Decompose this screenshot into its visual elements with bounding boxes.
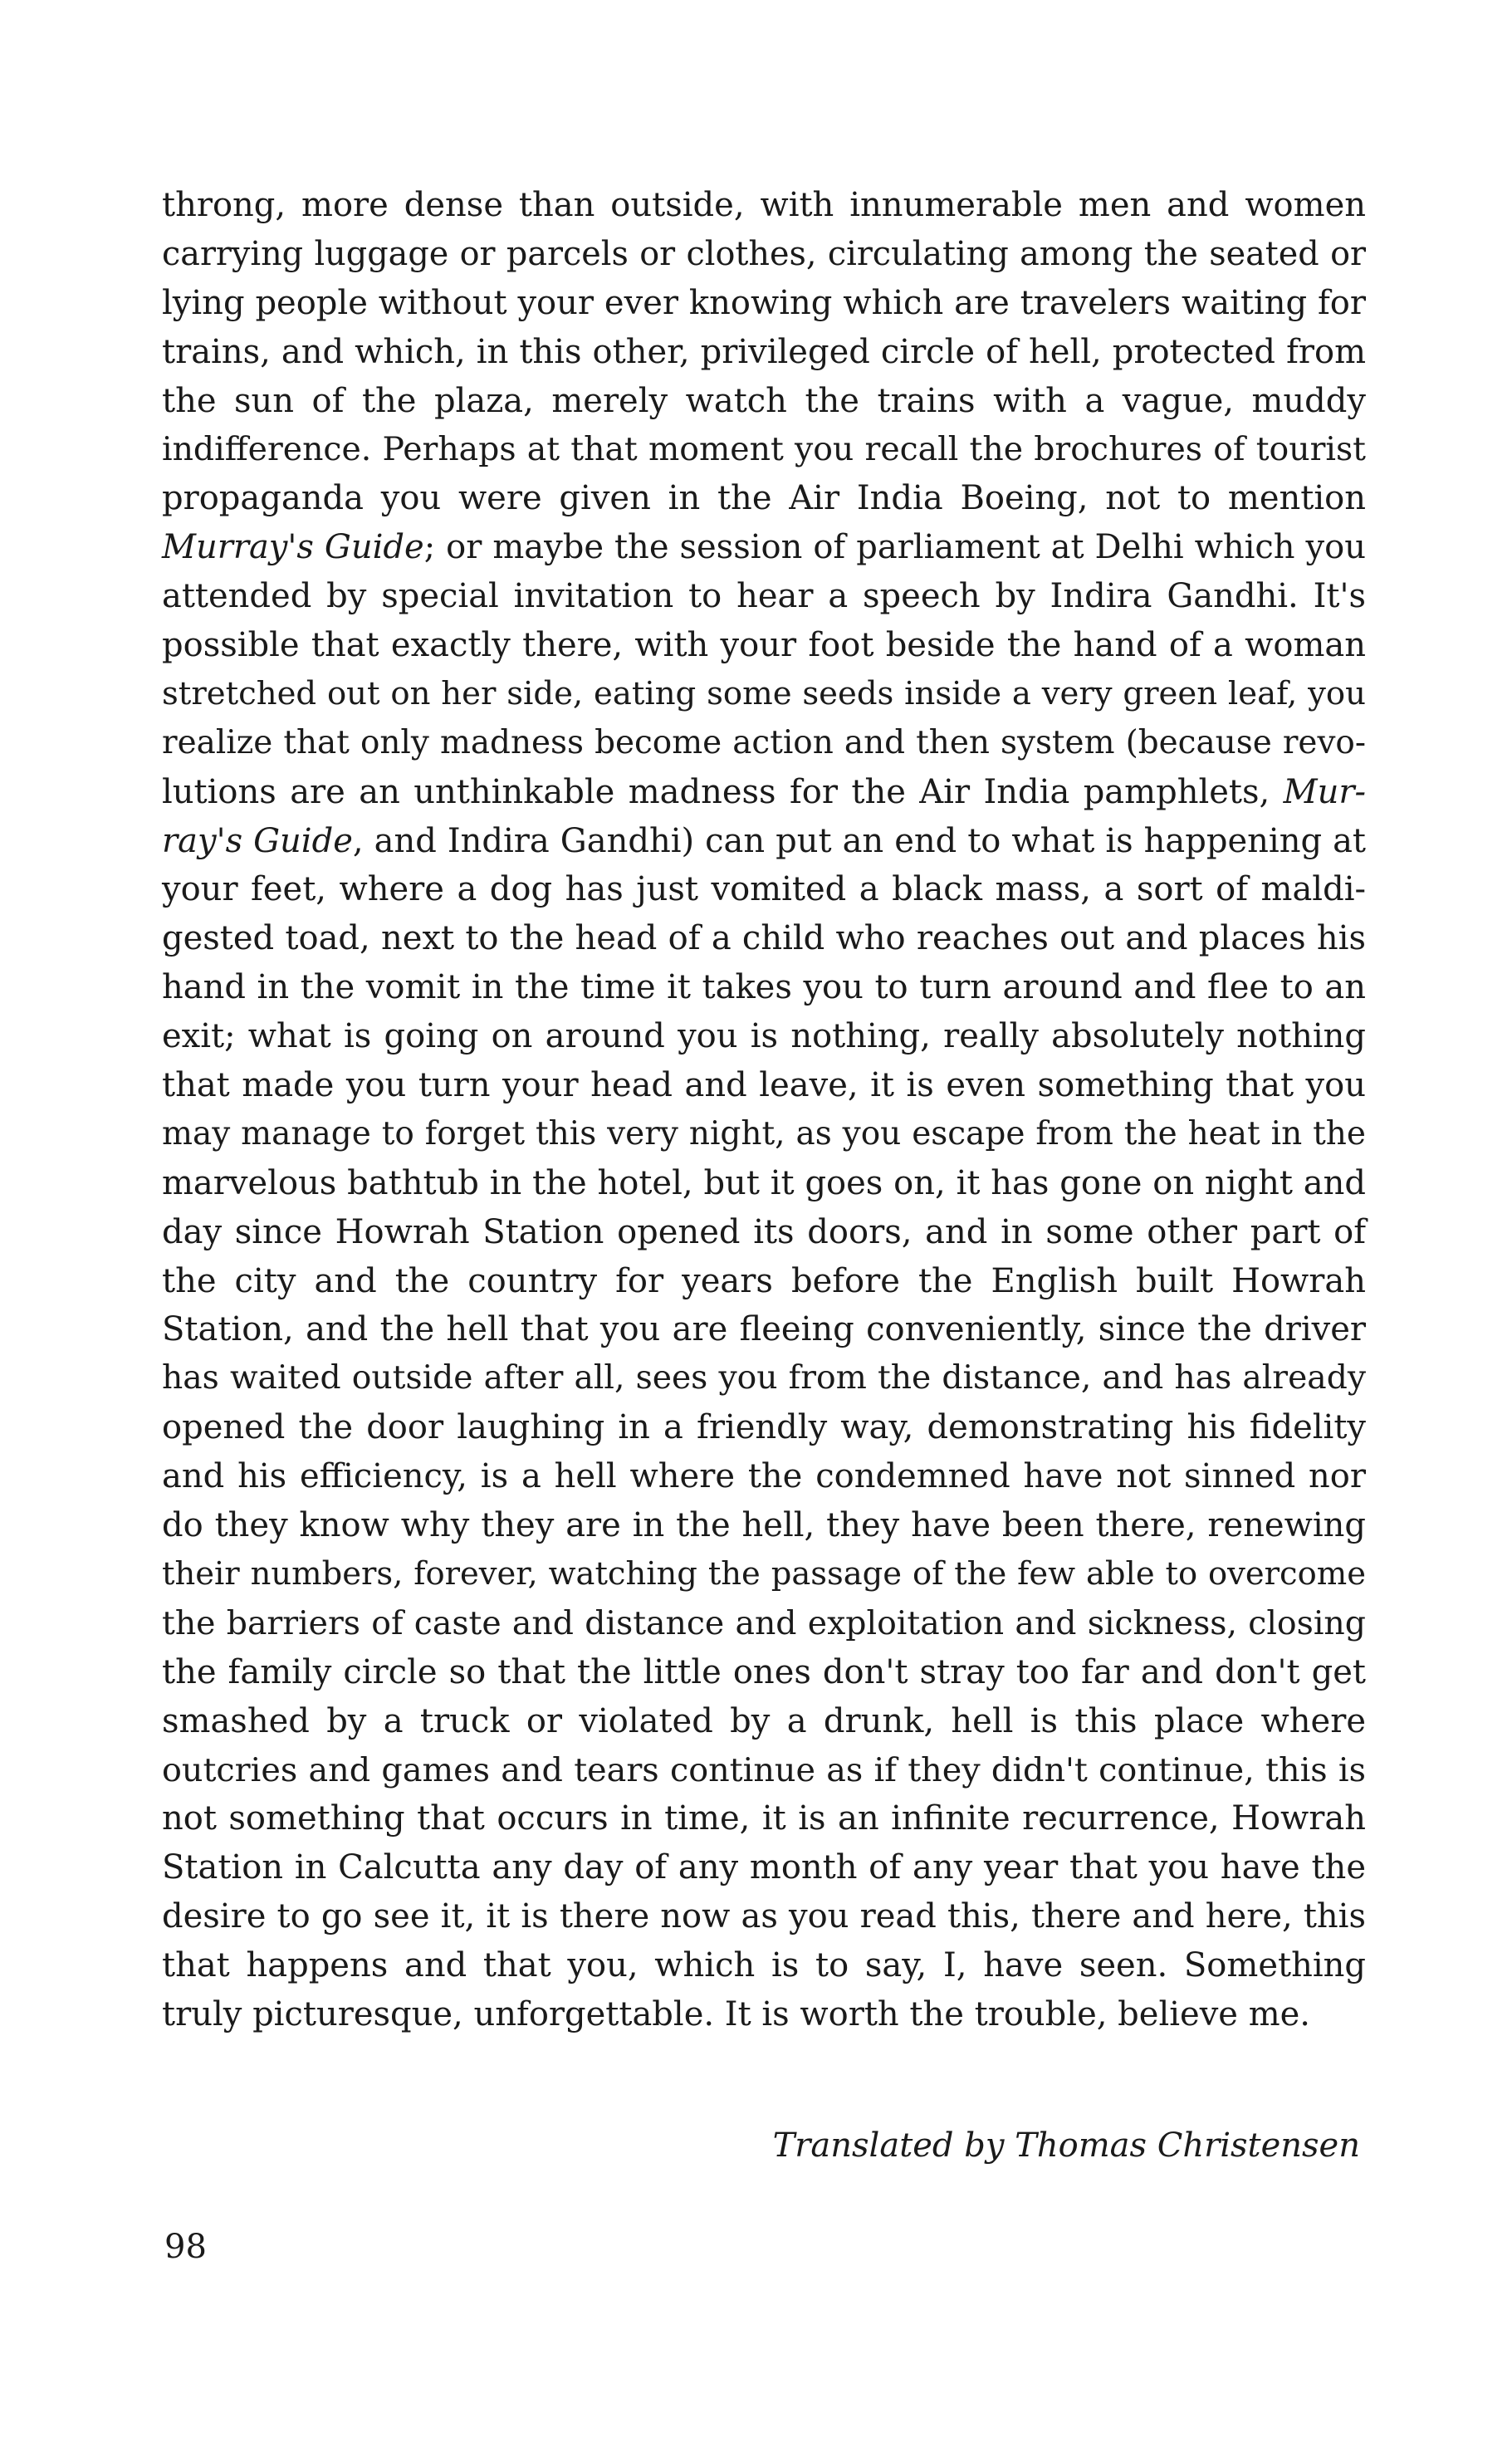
text-run: the barriers of caste and distance and exploitation and sickness, closing [162,1603,1366,1642]
text-run: not something that occurs in time, it is an infinite recurrence, Howrah [162,1799,1366,1838]
text-line [162,181,1366,230]
text-run: carrying luggage or parcels or clothes, circulating among the seated or [162,234,1366,273]
text-line [162,1941,1366,1990]
text-line [162,279,1366,328]
text-line [162,425,1366,474]
text-run: attended by special invitation to hear a speech by Indira Gandhi. It's [162,577,1366,616]
text-run: opened the door laughing in a friendly way, demonstrating his fidelity [162,1408,1366,1447]
text-run: possible that exactly there, with your foot beside the hand of a woman [162,626,1366,665]
text-line [162,1746,1366,1795]
text-line [162,1452,1366,1501]
text-line [162,230,1366,279]
text-line [162,1892,1366,1941]
text-line [162,1403,1366,1452]
italic-title: Murray's Guide [162,528,424,567]
text-line [162,1550,1366,1599]
text-run: marvelous bathtub in the hotel, but it goes on, it has gone on night and [162,1163,1366,1202]
text-line [162,1159,1366,1208]
translator-credit: Translated by Thomas Christensen [772,2126,1360,2165]
text-line [162,865,1366,914]
text-run: outcries and games and tears continue as if they didn't continue, this is [162,1750,1366,1789]
text-line [162,1012,1366,1061]
text-line [162,1843,1366,1892]
text-line [162,523,1366,572]
text-run: may manage to forget this very night, as you escape from the heat in the [162,1114,1366,1152]
text-line [162,719,1366,768]
text-run: day since Howrah Station opened its doors, and in some other part of [162,1212,1366,1251]
text-line [162,621,1366,670]
text-run: smashed by a truck or violated by a drunk, hell is this place where [162,1701,1366,1740]
text-line [162,1354,1366,1403]
text-run: Station in Calcutta any day of any month of any year that you have the [162,1848,1366,1887]
text-run: gested toad, next to the head of a child who reaches out and places his [162,919,1366,958]
text-line [162,1697,1366,1746]
text-line [162,1208,1366,1257]
text-line [162,1110,1366,1159]
text-run: the sun of the plaza, merely watch the trains with a vague, muddy [162,381,1366,420]
text-line [162,914,1366,963]
text-line [162,377,1366,426]
italic-title: Mur- [1283,772,1366,811]
text-run: lying people without your ever knowing which are travelers waiting for [162,283,1366,322]
text-line [162,670,1366,719]
text-run: and his efficiency, is a hell where the condemned have not sinned nor [162,1457,1366,1496]
page-number: 98 [164,2228,207,2266]
text-line [162,328,1366,377]
body-text [162,181,1366,2039]
text-run: the family circle so that the little ones don't stray too far and don't get [162,1652,1366,1691]
text-run: do they know why they are in the hell, they have been there, renewing [162,1506,1366,1545]
text-line [162,1501,1366,1550]
text-line [162,1648,1366,1697]
text-run: truly picturesque, unforgettable. It is worth the trouble, believe me. [162,1994,1311,2033]
text-run: stretched out on her side, eating some seeds inside a very green leaf, you [162,674,1366,712]
text-line [162,572,1366,621]
text-run: exit; what is going on around you is nothing, really absolutely nothing [162,1017,1366,1056]
text-run: desire to go see it, it is there now as you read this, there and here, this [162,1897,1366,1936]
italic-title: ray's Guide [162,821,353,860]
text-run: throng, more dense than outside, with innumerable men and women [162,186,1366,224]
text-run: has waited outside after all, sees you from the distance, and has already [162,1359,1366,1397]
text-run: their numbers, forever, watching the passage of the few able to overcome [162,1554,1366,1593]
text-run: the city and the country for years before the English built Howrah [162,1261,1366,1300]
text-line [162,1257,1366,1306]
text-line [162,1599,1366,1648]
text-run: lutions are an unthinkable madness for the Air India pamphlets, [162,772,1284,811]
text-run: indifference. Perhaps at that moment you recall the brochures of tourist [162,430,1366,469]
text-line [162,963,1366,1012]
text-line [162,768,1366,817]
text-line [162,1794,1366,1843]
text-line [162,1061,1366,1110]
text-run: your feet, where a dog has just vomited a black mass, a sort of maldi- [162,870,1366,909]
text-line [162,1990,1366,2039]
text-run: Station, and the hell that you are fleeing conveniently, since the driver [162,1310,1366,1349]
text-run: , and Indira Gandhi) can put an end to what is happening at [352,821,1366,860]
text-run: ; or maybe the session of parliament at Delhi which you [423,528,1366,567]
text-run: propaganda you were given in the Air India Boeing, not to mention [162,479,1366,518]
text-run: realize that only madness become action and then system (because revo- [162,723,1366,761]
text-line [162,474,1366,523]
text-run: that made you turn your head and leave, it is even something that you [162,1066,1366,1105]
text-run: trains, and which, in this other, privileged circle of hell, protected from [162,332,1366,371]
text-line [162,1305,1366,1354]
text-run: hand in the vomit in the time it takes you to turn around and flee to an [162,968,1366,1007]
text-run: that happens and that you, which is to say, I, have seen. Something [162,1946,1366,1985]
text-line [162,817,1366,866]
